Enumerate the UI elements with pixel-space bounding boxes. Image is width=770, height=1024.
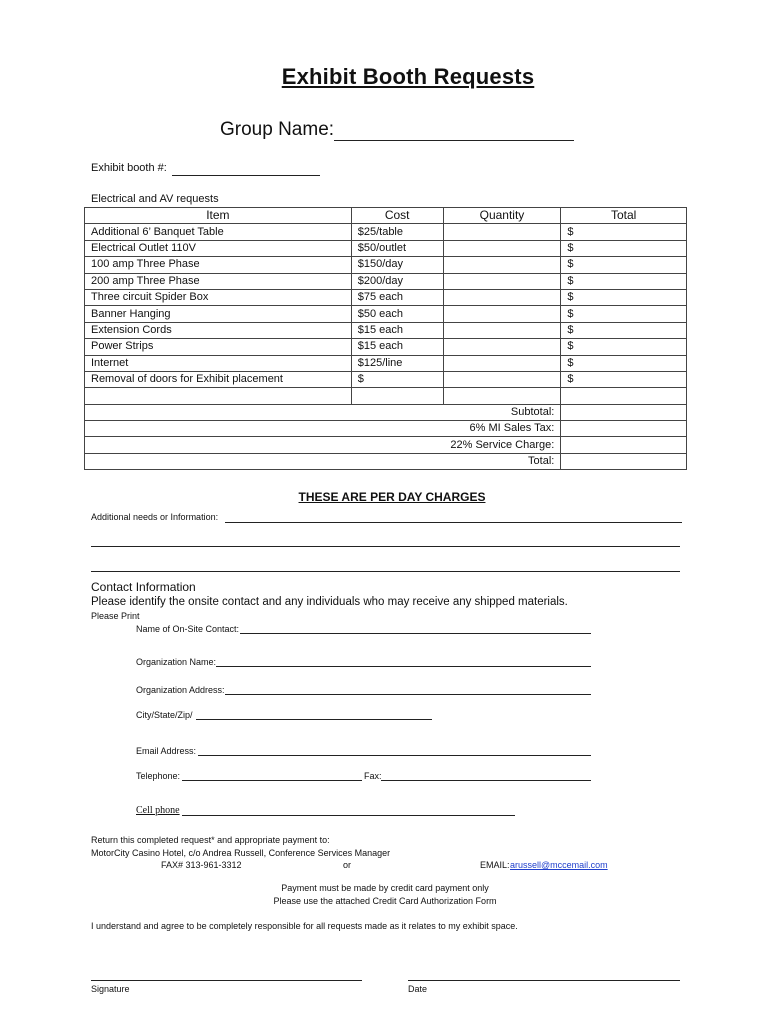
row-cost: $125/line bbox=[351, 355, 443, 371]
org-name-label: Organization Name: bbox=[136, 657, 217, 667]
row-total[interactable]: $ bbox=[561, 371, 687, 387]
row-cost: $ bbox=[351, 371, 443, 387]
row-item: Removal of doors for Exhibit placement bbox=[85, 371, 352, 387]
table-row bbox=[85, 240, 687, 256]
row-cost: $25/table bbox=[351, 224, 443, 240]
subtotal-field[interactable] bbox=[561, 404, 687, 420]
additional-needs-line-3[interactable] bbox=[91, 571, 680, 572]
tax-field[interactable] bbox=[561, 421, 687, 437]
payment-line-1: Payment must be made by credit card payment only bbox=[281, 883, 489, 893]
fax-field[interactable] bbox=[381, 780, 591, 781]
additional-needs-field[interactable] bbox=[225, 522, 682, 523]
row-total[interactable]: $ bbox=[561, 289, 687, 305]
row-item: Internet bbox=[85, 355, 352, 371]
onsite-contact-label: Name of On-Site Contact: bbox=[136, 624, 240, 634]
total-field[interactable] bbox=[561, 453, 687, 469]
telephone-field[interactable] bbox=[182, 780, 362, 781]
row-item: 200 amp Three Phase bbox=[85, 273, 352, 289]
additional-needs-label: Additional needs or Information: bbox=[91, 512, 219, 522]
service-charge-field[interactable] bbox=[561, 437, 687, 453]
row-total[interactable]: $ bbox=[561, 224, 687, 240]
table-header-row bbox=[85, 208, 687, 224]
row-quantity-input[interactable] bbox=[443, 355, 561, 371]
service-charge-row bbox=[85, 437, 687, 453]
section-av-label: Electrical and AV requests bbox=[91, 193, 219, 205]
subtotal-label: Subtotal: bbox=[85, 404, 561, 420]
row-cost: $75 each bbox=[351, 289, 443, 305]
exhibit-booth-field[interactable] bbox=[172, 175, 320, 176]
city-state-zip-field[interactable] bbox=[196, 719, 432, 720]
row-item: Extension Cords bbox=[85, 322, 352, 338]
row-quantity-input[interactable] bbox=[443, 273, 561, 289]
table-row bbox=[85, 339, 687, 355]
row-total[interactable]: $ bbox=[561, 322, 687, 338]
row-quantity-input[interactable] bbox=[443, 240, 561, 256]
group-name-field[interactable] bbox=[334, 140, 574, 141]
onsite-contact-field[interactable] bbox=[240, 633, 591, 634]
return-email-label: EMAIL: bbox=[480, 860, 510, 870]
row-total[interactable]: $ bbox=[561, 355, 687, 371]
row-item: Additional 6’ Banquet Table bbox=[85, 224, 352, 240]
cell-phone-label: Cell phone bbox=[136, 805, 180, 816]
tax-row bbox=[85, 421, 687, 437]
col-header-cost: Cost bbox=[351, 208, 443, 224]
return-line-2: MotorCity Casino Hotel, c/o Andrea Russell, Conference Services Manager bbox=[91, 848, 391, 858]
table-row bbox=[85, 322, 687, 338]
contact-instruction: Please identify the onsite contact and any individuals who may receive any shipped materials. bbox=[91, 596, 568, 608]
row-cost: $15 each bbox=[351, 339, 443, 355]
row-quantity-input[interactable] bbox=[443, 289, 561, 305]
table-row-blank bbox=[85, 388, 687, 404]
table-row bbox=[85, 371, 687, 387]
group-name-label: Group Name: bbox=[220, 119, 335, 140]
email-address-label: Email Address: bbox=[136, 746, 197, 756]
org-address-label: Organization Address: bbox=[136, 685, 225, 695]
col-header-item: Item bbox=[85, 208, 352, 224]
telephone-label: Telephone: bbox=[136, 771, 181, 781]
row-item: Banner Hanging bbox=[85, 306, 352, 322]
row-quantity-input[interactable] bbox=[443, 224, 561, 240]
row-quantity-input[interactable] bbox=[443, 257, 561, 273]
row-cost: $15 each bbox=[351, 322, 443, 338]
row-cost: $50/outlet bbox=[351, 240, 443, 256]
org-address-field[interactable] bbox=[225, 694, 591, 695]
row-cost: $150/day bbox=[351, 257, 443, 273]
total-label: Total: bbox=[85, 453, 561, 469]
row-total[interactable]: $ bbox=[561, 339, 687, 355]
service-charge-label: 22% Service Charge: bbox=[85, 437, 561, 453]
row-total[interactable]: $ bbox=[561, 257, 687, 273]
table-row bbox=[85, 257, 687, 273]
total-row bbox=[85, 453, 687, 469]
col-header-quantity: Quantity bbox=[443, 208, 561, 224]
table-row bbox=[85, 306, 687, 322]
please-print-label: Please Print bbox=[91, 611, 140, 621]
fax-label: Fax: bbox=[364, 771, 382, 781]
row-item: 100 amp Three Phase bbox=[85, 257, 352, 273]
row-item: Electrical Outlet 110V bbox=[85, 240, 352, 256]
row-cost: $200/day bbox=[351, 273, 443, 289]
agreement-text: I understand and agree to be completely responsible for all requests made as it relates to my exhibit space. bbox=[91, 921, 518, 931]
table-row bbox=[85, 273, 687, 289]
row-cost: $50 each bbox=[351, 306, 443, 322]
row-item: Power Strips bbox=[85, 339, 352, 355]
table-row bbox=[85, 355, 687, 371]
return-or: or bbox=[343, 860, 352, 870]
row-quantity-input[interactable] bbox=[443, 371, 561, 387]
row-total[interactable]: $ bbox=[561, 273, 687, 289]
table-row bbox=[85, 224, 687, 240]
row-total[interactable]: $ bbox=[561, 240, 687, 256]
date-label: Date bbox=[408, 984, 428, 994]
signature-label: Signature bbox=[91, 984, 130, 994]
org-name-field[interactable] bbox=[216, 666, 591, 667]
email-address-field[interactable] bbox=[198, 755, 591, 756]
page-title: Exhibit Booth Requests bbox=[281, 64, 535, 89]
contact-heading: Contact Information bbox=[91, 580, 196, 594]
return-line-1: Return this completed request* and appropriate payment to: bbox=[91, 835, 330, 845]
cell-phone-field[interactable] bbox=[182, 815, 515, 816]
payment-line-2: Please use the attached Credit Card Authorization Form bbox=[273, 896, 497, 906]
return-fax: FAX# 313-961-3312 bbox=[161, 860, 242, 870]
row-total[interactable]: $ bbox=[561, 306, 687, 322]
row-quantity-input[interactable] bbox=[443, 339, 561, 355]
row-item: Three circuit Spider Box bbox=[85, 289, 352, 305]
row-quantity-input[interactable] bbox=[443, 322, 561, 338]
return-email-link[interactable]: arussell@mccemail.com bbox=[510, 860, 608, 870]
row-quantity-input[interactable] bbox=[443, 306, 561, 322]
av-request-table bbox=[84, 207, 687, 470]
col-header-total: Total bbox=[561, 208, 687, 224]
city-state-zip-label: City/State/Zip/ bbox=[136, 710, 193, 720]
tax-label: 6% MI Sales Tax: bbox=[85, 421, 561, 437]
date-field[interactable] bbox=[408, 980, 680, 981]
subtotal-row bbox=[85, 404, 687, 420]
additional-needs-line-2[interactable] bbox=[91, 546, 680, 547]
exhibit-booth-label: Exhibit booth #: bbox=[91, 162, 167, 174]
signature-field[interactable] bbox=[91, 980, 362, 981]
table-row bbox=[85, 289, 687, 305]
per-day-notice: THESE ARE PER DAY CHARGES bbox=[298, 490, 486, 504]
